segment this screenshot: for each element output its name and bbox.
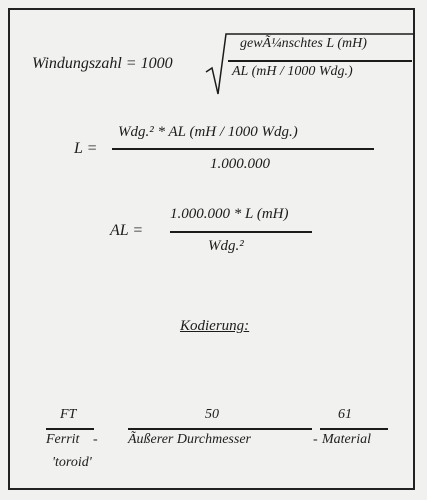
- formula2-lhs: L =: [74, 140, 98, 157]
- coding-dash-1: -: [93, 432, 98, 447]
- coding-dash-2: -: [313, 432, 318, 447]
- formula3-lhs: AL =: [110, 222, 144, 239]
- formula3-fraction-line: [170, 231, 312, 233]
- coding-part1-bottom: Ferrit: [46, 432, 80, 447]
- coding-part3-bottom: Material: [322, 432, 371, 447]
- coding-part2-line: [128, 428, 312, 430]
- coding-part1-top: FT: [60, 407, 77, 422]
- formula2-numerator: Wdg.² * AL (mH / 1000 Wdg.): [118, 124, 298, 140]
- formula1-numerator: gewÃ¼nschtes L (mH): [240, 36, 367, 51]
- formula3-denominator: Wdg.²: [208, 238, 244, 254]
- formula2-denominator: 1.000.000: [210, 156, 270, 172]
- coding-part3-line: [320, 428, 388, 430]
- coding-heading: Kodierung:: [180, 318, 250, 334]
- formula1-fraction-line: [228, 60, 412, 62]
- formula1-lhs: Windungszahl = 1000: [32, 55, 173, 72]
- coding-part1-line: [46, 428, 94, 430]
- coding-part2-bottom: Ãußerer Durchmesser: [128, 432, 251, 447]
- formula1-denominator: AL (mH / 1000 Wdg.): [232, 64, 353, 79]
- formula2-fraction-line: [112, 148, 374, 150]
- coding-part2-top: 50: [205, 407, 219, 422]
- coding-part1-extra: 'toroid': [52, 455, 92, 470]
- coding-part3-top: 61: [338, 407, 352, 422]
- formula3-numerator: 1.000.000 * L (mH): [170, 206, 289, 222]
